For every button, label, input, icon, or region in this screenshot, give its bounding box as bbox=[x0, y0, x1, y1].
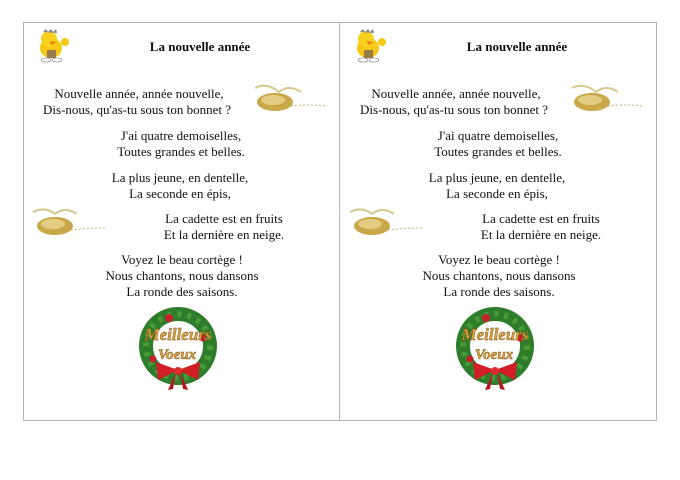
poem-card-left bbox=[23, 22, 339, 421]
poem-line: La seconde en épis, bbox=[446, 186, 548, 201]
poem-line: Nouvelle année, année nouvelle, bbox=[371, 86, 541, 101]
poem-line: Dis-nous, qu'as-tu sous ton bonnet ? bbox=[360, 102, 548, 117]
chick-clipart-icon bbox=[33, 28, 73, 64]
poem-line: Toutes grandes et belles. bbox=[434, 144, 562, 159]
poem-line: La plus jeune, en dentelle, bbox=[428, 170, 566, 185]
poem-line: Voyez le beau cortège ! bbox=[438, 252, 560, 267]
poem-line: Voyez le beau cortège ! bbox=[121, 252, 243, 267]
meilleurs-voeux-wreath-icon bbox=[448, 304, 542, 396]
gold-ribbon-clipart-icon bbox=[247, 84, 327, 116]
poem-line: La ronde des saisons. bbox=[126, 284, 238, 299]
svg-text:Meilleurs: Meilleurs bbox=[461, 325, 529, 344]
poem-line: Et la dernière en neige. bbox=[480, 227, 602, 242]
meilleurs-voeux-wreath-icon bbox=[131, 304, 225, 396]
chick-clipart-icon bbox=[350, 28, 390, 64]
svg-text:Meilleurs: Meilleurs bbox=[144, 325, 212, 344]
poem-line: J'ai quatre demoiselles, bbox=[437, 128, 559, 143]
svg-text:Voeux: Voeux bbox=[474, 347, 514, 363]
poem-line: La ronde des saisons. bbox=[443, 284, 555, 299]
poem-line: La seconde en épis, bbox=[129, 186, 231, 201]
gold-ribbon-clipart-icon bbox=[29, 206, 109, 238]
poem-line: La cadette est en fruits bbox=[165, 211, 283, 226]
poem-line: Nous chantons, nous dansons bbox=[422, 268, 576, 283]
gold-ribbon-clipart-icon bbox=[564, 84, 644, 116]
poem-line: J'ai quatre demoiselles, bbox=[120, 128, 242, 143]
poem-line: Nous chantons, nous dansons bbox=[105, 268, 259, 283]
poem-title: La nouvelle année bbox=[466, 39, 568, 54]
poem-line: Dis-nous, qu'as-tu sous ton bonnet ? bbox=[43, 102, 231, 117]
gold-ribbon-clipart-icon bbox=[346, 206, 426, 238]
svg-text:Voeux: Voeux bbox=[157, 347, 197, 363]
poem-line: La cadette est en fruits bbox=[482, 211, 600, 226]
poem-line: Nouvelle année, année nouvelle, bbox=[54, 86, 224, 101]
poem-line: La plus jeune, en dentelle, bbox=[111, 170, 249, 185]
poem-line: Et la dernière en neige. bbox=[163, 227, 285, 242]
poem-card-right bbox=[340, 22, 656, 421]
poem-line: Toutes grandes et belles. bbox=[117, 144, 245, 159]
poem-title: La nouvelle année bbox=[149, 39, 251, 54]
